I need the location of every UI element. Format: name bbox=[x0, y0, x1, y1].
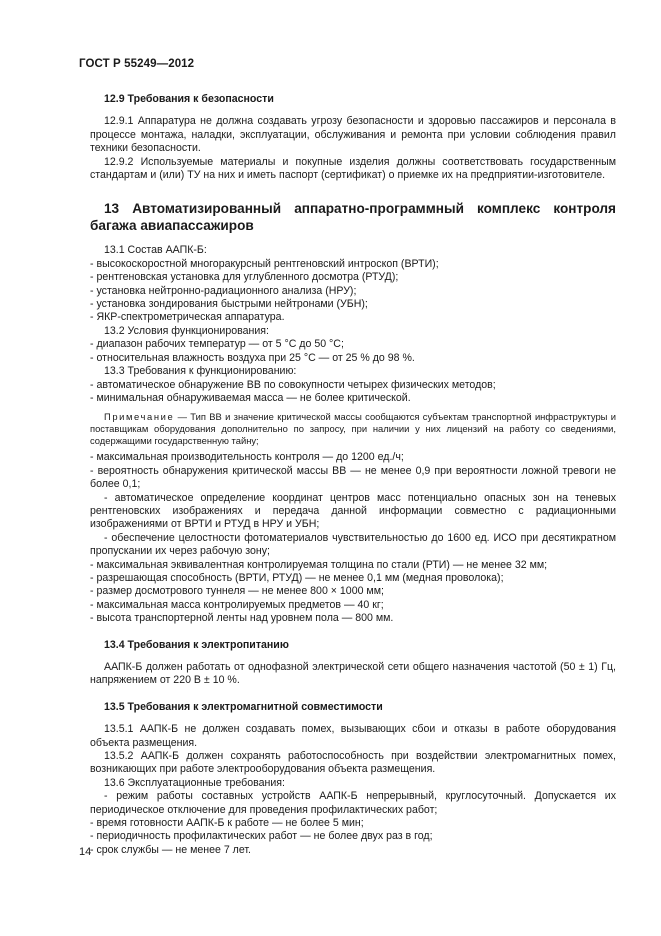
page-number: 14 bbox=[79, 846, 92, 858]
section-13-5-title: 13.5 Требования к электромагнитной совместимости bbox=[104, 700, 383, 713]
line-13-3: 13.3 Требования к функционированию: bbox=[104, 365, 297, 378]
paragraph-13-5-1: 13.5.1 ААПК-Б не должен создавать помех, вызывающих сбои и отказы в работе оборудования объекта размещения. bbox=[90, 723, 616, 749]
list-item: - установка нейтронно-радиационного анализа (НРУ); bbox=[90, 284, 357, 297]
document-body bbox=[90, 88, 616, 857]
list-item: - максимальная производительность контроля — до 1200 ед./ч; bbox=[90, 451, 404, 464]
list-item: - срок службы — не менее 7 лет. bbox=[90, 843, 252, 856]
list-item: - высокоскоростной многоракурсный рентгеновский интроскоп (ВРТИ); bbox=[90, 257, 439, 270]
list-item: - автоматическое обнаружение ВВ по совокупности четырех физических методов; bbox=[90, 378, 496, 391]
list-item: - диапазон рабочих температур — от 5 °С до 50 °С; bbox=[90, 338, 344, 351]
section-13-4-title: 13.4 Требования к электропитанию bbox=[104, 638, 289, 651]
list-item: - ЯКР-спектрометрическая аппаратура. bbox=[90, 311, 285, 324]
paragraph-13-5-2: 13.5.2 ААПК-Б должен сохранять работоспособность при воздействии электромагнитных помех, возникающих при работе электрооборудования объекта размещения. bbox=[90, 750, 616, 776]
note-paragraph bbox=[90, 411, 616, 447]
paragraph-13-4: ААПК-Б должен работать от однофазной электрической сети общего назначения частотой (50 ± 1) Гц, напряжением от 220 В ± 10 %. bbox=[90, 661, 616, 687]
list-item: - максимальная масса контролируемых предметов — 40 кг; bbox=[90, 598, 384, 611]
list-item: - минимальная обнаруживаемая масса — не более критической. bbox=[90, 391, 411, 404]
list-item: - установка зондирования быстрыми нейтронами (УБН); bbox=[90, 298, 368, 311]
line-13-6: 13.6 Эксплуатационные требования: bbox=[104, 776, 285, 789]
section-12-9-title: 12.9 Требования к безопасности bbox=[104, 93, 274, 105]
list-item: - максимальная эквивалентная контролируемая толщина по стали (РТИ) — не менее 32 мм; bbox=[90, 558, 548, 571]
paragraph-12-9-1: 12.9.1 Аппаратура не должна создавать угрозу безопасности и здоровью пассажиров и персонала в процессе монтажа, наладки, эксплуатации, обслуживания и ремонта при условии соблюдения правил техники безопасности. bbox=[90, 115, 616, 155]
list-item: - разрешающая способность (ВРТИ, РТУД) — не менее 0,1 мм (медная проволока); bbox=[90, 571, 504, 584]
list-item: - рентгеновская установка для углубленного досмотра (РТУД); bbox=[90, 271, 399, 284]
line-13-2: 13.2 Условия функционирования: bbox=[104, 324, 269, 337]
line-13-1: 13.1 Состав ААПК-Б: bbox=[104, 244, 207, 257]
list-item: - вероятность обнаружения критической массы ВВ — не менее 0,9 при вероятности ложной тревоги не более 0,1; bbox=[90, 464, 616, 491]
list-item: - время готовности ААПК-Б к работе — не более 5 мин; bbox=[90, 817, 364, 830]
paragraph-12-9-2: 12.9.2 Используемые материалы и покупные изделия должны соответствовать государственным стандартам и (или) ТУ на них и иметь паспорт (сертификат) о приемке их на предприятии-изготовителе. bbox=[90, 155, 616, 182]
section-13-title: 13 Автоматизированный аппаратно-программный комплекс контроля багажа авиапассажиров bbox=[90, 201, 616, 234]
list-item: - размер досмотрового туннеля — не менее 800 × 1000 мм; bbox=[90, 585, 384, 598]
list-item: - режим работы составных устройств ААПК-Б непрерывный, круглосуточный. Допускается их периодическое отключение для проведения профилактических работ; bbox=[90, 790, 616, 816]
list-item: - обеспечение целостности фотоматериалов чувствительностью до 1600 ед. ИСО при десятикратном пропускании их через рабочую зону; bbox=[90, 531, 616, 558]
list-item: - автоматическое определение координат центров масс потенциально опасных зон на теневых рентгеновских изображениях и передача данной информации совместно с радиационными изображениями от ВРТИ и РТУД в НРУ и УБН; bbox=[90, 491, 616, 531]
document-header-code: ГОСТ Р 55249—2012 bbox=[79, 58, 195, 70]
note-label: Примечание bbox=[104, 411, 175, 423]
note-text: — Тип ВВ и значение критической массы сообщаются субъектам транспортной инфраструктуры и поставщикам оборудования дополнительно по запросу, при наличии у них лицензий на работу со сведениями, содержащими государственную тайну; bbox=[90, 411, 616, 447]
list-item: - периодичность профилактических работ — не более двух раз в год; bbox=[90, 830, 433, 843]
list-item: - высота транспортерной ленты над уровнем пола — 800 мм. bbox=[90, 612, 394, 625]
list-item: - относительная влажность воздуха при 25 °С — от 25 % до 98 %. bbox=[90, 351, 415, 364]
